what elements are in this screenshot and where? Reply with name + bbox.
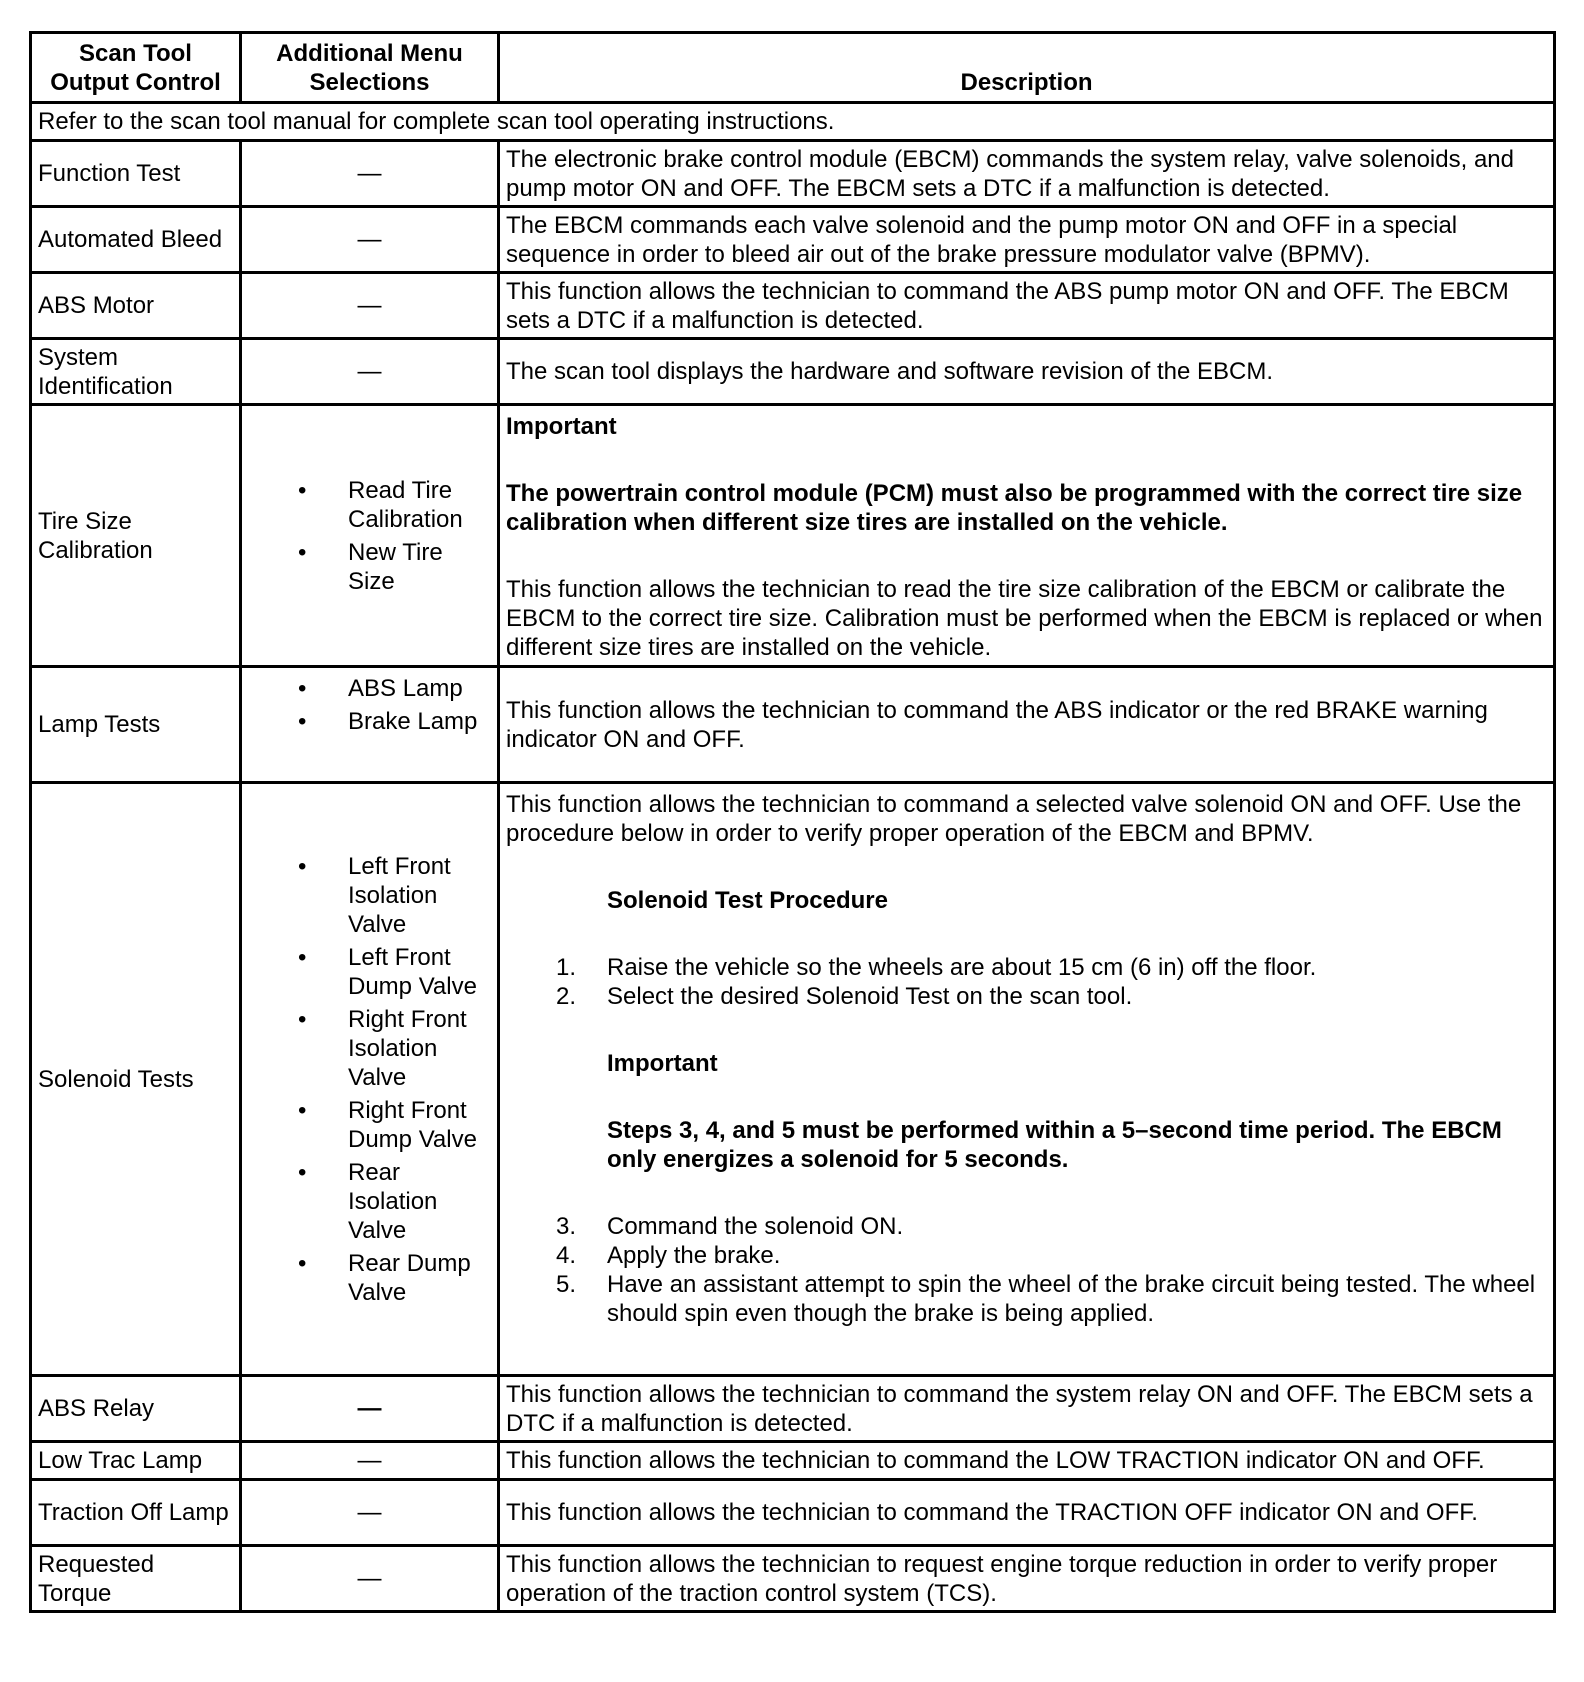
description-cell: The electronic brake control module (EBCM) commands the system relay, valve solenoids, and pump motor ON and OFF. The EBCM sets a DTC if a malfunction is detected.: [499, 141, 1555, 207]
list-item: • Right Front Isolation Valve: [248, 1005, 491, 1092]
step-text: Select the desired Solenoid Test on the scan tool.: [607, 983, 1133, 1010]
header-row: [31, 33, 1555, 103]
step-text: Command the solenoid ON.: [607, 1213, 904, 1240]
important-label: Important: [607, 1050, 718, 1077]
procedure-title: Solenoid Test Procedure: [607, 887, 888, 914]
table-row: [31, 1376, 1555, 1442]
list-item: • Left Front Isolation Valve: [248, 852, 491, 939]
description-cell: [499, 783, 1555, 1376]
table-row: [31, 1442, 1555, 1480]
control-label: ABS Motor: [31, 273, 241, 339]
table-row: [31, 1480, 1555, 1546]
description-cell: The scan tool displays the hardware and software revision of the EBCM.: [499, 339, 1555, 405]
control-label: Lamp Tests: [31, 667, 241, 783]
step-text: Apply the brake.: [607, 1242, 781, 1269]
operating-instructions-note: Refer to the scan tool manual for complete scan tool operating instructions.: [31, 103, 1555, 141]
step-text: Raise the vehicle so the wheels are about 15 cm (6 in) off the floor.: [607, 954, 1317, 981]
important-label: Important: [506, 413, 617, 440]
step-text: Have an assistant attempt to spin the wheel of the brake circuit being tested. The wheel should spin even though the brake is being applied.: [607, 1271, 1536, 1327]
description-cell: [499, 405, 1555, 667]
list-item: • ABS Lamp: [248, 674, 491, 703]
step-number: 2.: [556, 983, 577, 1010]
table-row: [31, 1546, 1555, 1612]
no-selection-dash: —: [241, 1546, 499, 1612]
selection-list: [248, 674, 491, 736]
list-item: • Rear Isolation Valve: [248, 1158, 491, 1245]
list-item: [506, 953, 1547, 982]
step-number: 3.: [556, 1213, 577, 1240]
procedure-steps: [506, 1212, 1547, 1328]
description-cell: This function allows the technician to request engine torque reduction in order to verify proper operation of the traction control system (TCS).: [499, 1546, 1555, 1612]
procedure-steps: [506, 953, 1547, 1011]
no-selection-dash: —: [241, 1442, 499, 1480]
list-item: [506, 982, 1547, 1011]
control-label: Function Test: [31, 141, 241, 207]
no-selection-dash: —: [241, 1376, 499, 1442]
description-text: This function allows the technician to command a selected valve solenoid ON and OFF. Use the procedure below in order to verify proper operation of the EBCM and BPMV.: [506, 791, 1522, 847]
control-label: ABS Relay: [31, 1376, 241, 1442]
header-output-control: Scan Tool Output Control: [31, 33, 241, 103]
control-label: System Identification: [31, 339, 241, 405]
description-text: This function allows the technician to read the tire size calibration of the EBCM or calibrate the EBCM to the correct tire size. Calibration must be performed when the EBCM is replaced or when different size tires are installed on the vehicle.: [506, 576, 1543, 661]
table-row: [31, 667, 1555, 783]
description-cell: This function allows the technician to command the system relay ON and OFF. The EBCM sets a DTC if a malfunction is detected.: [499, 1376, 1555, 1442]
table-row: [31, 783, 1555, 1376]
list-item: • Right Front Dump Valve: [248, 1096, 491, 1154]
important-text: Steps 3, 4, and 5 must be performed within a 5–second time period. The EBCM only energizes a solenoid for 5 seconds.: [607, 1117, 1502, 1173]
no-selection-dash: —: [241, 207, 499, 273]
list-item: • Brake Lamp: [248, 707, 491, 736]
description-cell: This function allows the technician to command the ABS pump motor ON and OFF. The EBCM sets a DTC if a malfunction is detected.: [499, 273, 1555, 339]
list-item: [506, 1241, 1547, 1270]
scan-tool-output-controls-table: [29, 31, 1556, 1613]
note-row: [31, 103, 1555, 141]
no-selection-dash: —: [241, 141, 499, 207]
table-row: [31, 207, 1555, 273]
description-cell: This function allows the technician to command the TRACTION OFF indicator ON and OFF.: [499, 1480, 1555, 1546]
header-menu-selections: Additional Menu Selections: [241, 33, 499, 103]
list-item: [506, 1270, 1547, 1328]
control-label: Solenoid Tests: [31, 783, 241, 1376]
table-row: [31, 339, 1555, 405]
menu-selections-cell: [241, 667, 499, 783]
list-item: • Read Tire Calibration: [248, 476, 491, 534]
no-selection-dash: —: [241, 273, 499, 339]
menu-selections-cell: [241, 783, 499, 1376]
control-label: Traction Off Lamp: [31, 1480, 241, 1546]
list-item: • Left Front Dump Valve: [248, 943, 491, 1001]
step-number: 5.: [556, 1271, 577, 1298]
list-item: • New Tire Size: [248, 538, 491, 596]
menu-selections-cell: [241, 405, 499, 667]
control-label: Requested Torque: [31, 1546, 241, 1612]
list-item: • Rear Dump Valve: [248, 1249, 491, 1307]
list-item: [506, 1212, 1547, 1241]
important-text: The powertrain control module (PCM) must also be programmed with the correct tire size calibration when different size tires are installed on the vehicle.: [506, 480, 1523, 536]
no-selection-dash: —: [241, 339, 499, 405]
table-row: [31, 273, 1555, 339]
step-number: 1.: [556, 954, 577, 981]
description-cell: This function allows the technician to command the ABS indicator or the red BRAKE warning indicator ON and OFF.: [499, 667, 1555, 783]
table-row: [31, 405, 1555, 667]
control-label: Low Trac Lamp: [31, 1442, 241, 1480]
control-label: Tire Size Calibration: [31, 405, 241, 667]
selection-list: [248, 476, 491, 596]
step-number: 4.: [556, 1242, 577, 1269]
control-label: Automated Bleed: [31, 207, 241, 273]
no-selection-dash: —: [241, 1480, 499, 1546]
table-row: [31, 141, 1555, 207]
description-cell: This function allows the technician to command the LOW TRACTION indicator ON and OFF.: [499, 1442, 1555, 1480]
header-description: Description: [499, 33, 1555, 103]
description-cell: The EBCM commands each valve solenoid and the pump motor ON and OFF in a special sequence in order to bleed air out of the brake pressure modulator valve (BPMV).: [499, 207, 1555, 273]
selection-list: [248, 852, 491, 1307]
